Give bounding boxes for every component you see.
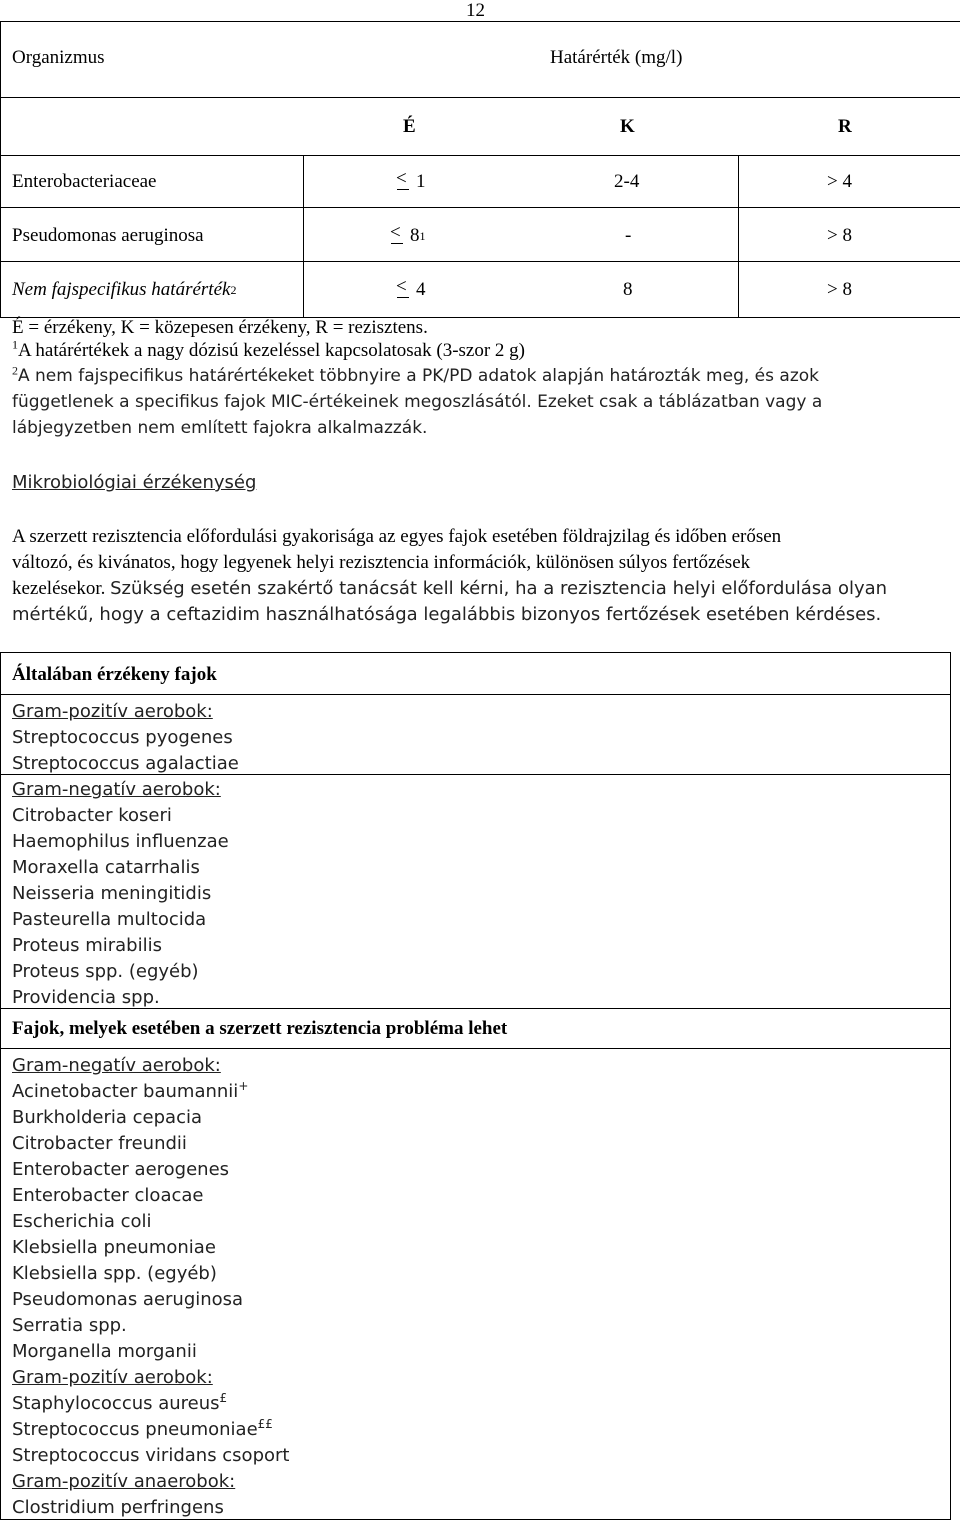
species-name: Acinetobacter baumannii <box>12 1081 239 1102</box>
less-or-equal-icon <box>396 174 410 190</box>
group-heading: Gram-pozitív aerobok: <box>12 1367 213 1388</box>
table-divider <box>0 97 960 98</box>
footnote-2 <box>12 363 947 389</box>
footnote-mark: 1 <box>12 337 18 352</box>
s-number: 8 <box>410 225 420 246</box>
organism-name: Nem fajspecifikus határérték 2 <box>12 279 237 300</box>
breakpoint-table <box>0 21 960 318</box>
list-item: Burkholderia cepacia <box>12 1107 203 1128</box>
group-heading: Gram-negatív aerobok: <box>12 779 221 800</box>
paragraph-line: A szerzett rezisztencia előfordulási gyakorisága az egyes fajok esetében földrajzilag és időben erősen <box>12 526 782 547</box>
species-list <box>1 1049 950 1521</box>
table-border <box>0 21 960 22</box>
list-item: Moraxella catarrhalis <box>12 857 200 878</box>
block-generally-susceptible-list <box>1 694 950 777</box>
table-divider <box>0 207 960 208</box>
list-item: Streptococcus agalactiae <box>12 753 239 774</box>
less-or-equal-icon <box>390 228 404 244</box>
r-value: > 8 <box>827 225 852 246</box>
species-list <box>1 775 950 1011</box>
list-item: Citrobacter koseri <box>12 805 172 826</box>
section-heading: Mikrobiológiai érzékenység <box>12 472 257 493</box>
species-name: Streptococcus pneumoniae <box>12 1419 258 1440</box>
list-item: Morganella morganii <box>12 1341 197 1362</box>
i-value: 2-4 <box>614 171 640 192</box>
r-value: > 8 <box>827 279 852 300</box>
i-value: 8 <box>623 279 633 300</box>
less-or-equal-icon <box>396 282 410 298</box>
list-item: Enterobacter aerogenes <box>12 1159 230 1180</box>
list-item: Pasteurella multocida <box>12 909 207 930</box>
species-name: Staphylococcus aureus <box>12 1393 220 1414</box>
species-list <box>1 695 950 777</box>
s-value: < 8 1 <box>390 226 426 245</box>
table-divider <box>738 155 739 318</box>
s-value <box>396 280 426 299</box>
group-heading: Gram-negatív aerobok: <box>12 1055 221 1076</box>
paragraph-text: kezelésekor. <box>12 578 106 599</box>
paragraph-line: változó, és kivánatos, hogy legyenek helyi rezisztencia információk, különösen súlyos fertőzések <box>12 552 751 573</box>
header-organism: Organizmus <box>12 47 105 68</box>
paragraph-line <box>12 576 947 602</box>
list-item: Streptococcus pyogenes <box>12 727 233 748</box>
footnote-text: A határértékek a nagy dózisú kezeléssel kapcsolatosak (3-szor 2 g) <box>18 340 525 361</box>
list-item: Serratia spp. <box>12 1315 127 1336</box>
column-i: K <box>620 116 635 137</box>
footnote-text: A nem fajspecifikus határértékeket többnyire a PK/PD adatok alapján határozták meg, és azok <box>18 366 819 386</box>
i-value: - <box>625 225 632 246</box>
footnote-mark: + <box>238 1079 249 1093</box>
group-heading: Gram-pozitív anaerobok: <box>12 1471 236 1492</box>
footnote-2-cont: függetlenek a specifikus fajok MIC-értékeinek megoszlásától. Ezeket csak a táblázatban vagy a <box>12 392 823 412</box>
block-gram-negative <box>1 774 950 1011</box>
s-number: 1 <box>416 171 426 192</box>
list-item: Klebsiella pneumoniae <box>12 1237 216 1258</box>
block-resistance-problem-list <box>1 1048 950 1521</box>
list-item: Streptococcus viridans csoport <box>12 1445 290 1466</box>
block-title: Fajok, melyek esetében a szerzett rezisztencia probléma lehet <box>12 1018 508 1039</box>
list-item: Proteus mirabilis <box>12 935 162 956</box>
paragraph-text: Szükség esetén szakértő tanácsát kell kérni, ha a rezisztencia helyi előfordulása olyan <box>110 578 888 599</box>
table-divider <box>0 155 960 156</box>
list-item: Neisseria meningitidis <box>12 883 212 904</box>
list-item <box>12 1417 950 1443</box>
list-item <box>12 1391 950 1417</box>
list-item: Escherichia coli <box>12 1211 152 1232</box>
organism-name: Enterobacteriaceae <box>12 171 157 192</box>
s-number: 4 <box>416 279 426 300</box>
column-s: É <box>403 116 416 137</box>
page-number: 12 <box>466 0 485 21</box>
list-item: Klebsiella spp. (egyéb) <box>12 1263 217 1284</box>
footnote-mark: ££ <box>257 1417 273 1431</box>
species-table <box>0 652 951 1520</box>
column-r: R <box>838 116 852 137</box>
legend-line: É = érzékeny, K = közepesen érzékeny, R = rezisztens. <box>12 317 428 338</box>
paragraph-line: mértékű, hogy a ceftazidim használhatósága legalábbis bizonyos fertőzések esetében kérdéses. <box>12 604 882 625</box>
organism-name: Pseudomonas aeruginosa <box>12 225 204 246</box>
block-title: Általában érzékeny fajok <box>12 664 217 685</box>
s-value <box>396 172 426 191</box>
table-divider <box>0 261 960 262</box>
list-item: Haemophilus influenzae <box>12 831 229 852</box>
footnote-mark: 2 <box>12 363 18 378</box>
body-paragraph <box>12 524 947 628</box>
table-border <box>0 21 1 318</box>
table-divider <box>303 155 304 318</box>
block-generally-susceptible <box>1 653 950 685</box>
footnote-mark: £ <box>219 1391 228 1405</box>
block-resistance-problem <box>1 1008 950 1049</box>
list-item: Enterobacter cloacae <box>12 1185 204 1206</box>
organism-label: Nem fajspecifikus határérték <box>12 279 231 300</box>
list-item <box>12 1079 950 1105</box>
footnotes <box>12 317 947 441</box>
footnote-1 <box>12 339 947 363</box>
list-item: Clostridium perfringens <box>12 1497 224 1518</box>
r-value: > 4 <box>827 171 852 192</box>
list-item: Providencia spp. <box>12 987 160 1008</box>
header-breakpoint: Határérték (mg/l) <box>550 47 683 68</box>
list-item: Citrobacter freundii <box>12 1133 187 1154</box>
list-item: Proteus spp. (egyéb) <box>12 961 199 982</box>
group-heading: Gram-pozitív aerobok: <box>12 701 213 722</box>
footnote-2-cont: lábjegyzetben nem említett fajokra alkalmazzák. <box>12 418 428 438</box>
list-item: Pseudomonas aeruginosa <box>12 1289 244 1310</box>
